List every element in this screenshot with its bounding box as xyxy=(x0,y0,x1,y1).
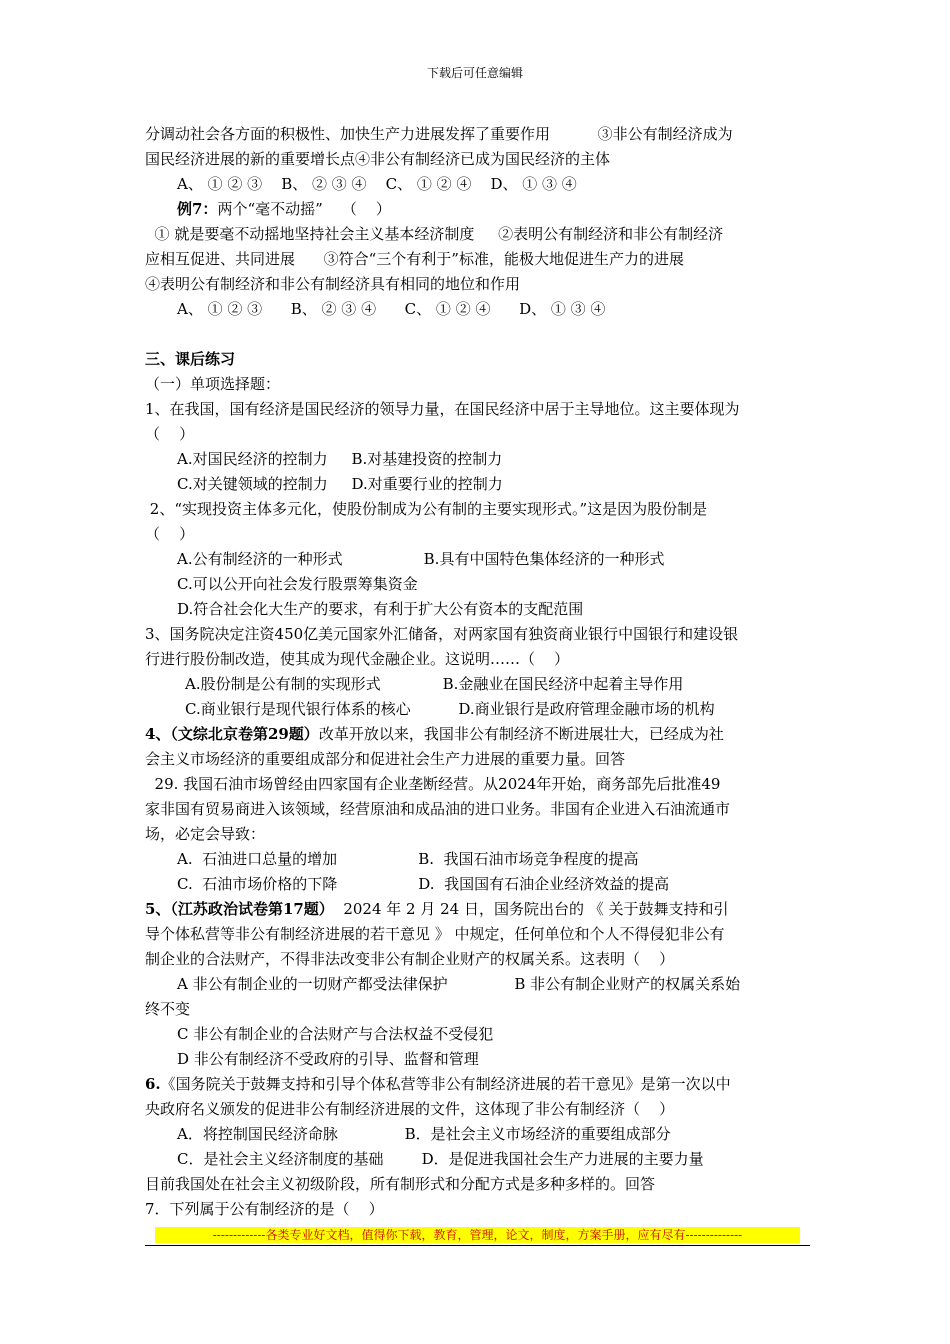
text-line xyxy=(145,297,810,322)
text-line xyxy=(145,1047,810,1072)
text-line xyxy=(145,247,810,272)
text-line xyxy=(145,1072,810,1097)
text-line xyxy=(145,872,810,897)
question-label: 6. xyxy=(145,1075,161,1093)
line-text: 《国务院关于鼓舞支持和引导个体私营等非公有制经济进展的若干意见》是第一次以中 xyxy=(160,1075,731,1093)
text-line xyxy=(145,647,810,672)
line-text: 应相互促进、共同进展 ③符合“三个有利于”标准，能极大地促进生产力的进展 xyxy=(145,250,684,268)
line-text: C.对关键领域的控制力 D.对重要行业的控制力 xyxy=(177,475,503,493)
line-text: 场，必定会导致： xyxy=(145,825,266,843)
line-text: 会主义市场经济的重要组成部分和促进社会生产力进展的重要力量。回答 xyxy=(145,750,626,768)
text-line xyxy=(145,222,810,247)
text-line xyxy=(145,447,810,472)
text-line xyxy=(145,747,810,772)
text-line xyxy=(145,147,810,172)
text-line xyxy=(145,197,810,222)
line-text: D.符合社会化大生产的要求，有利于扩大公有资本的支配范围 xyxy=(177,600,584,618)
line-text: C.可以公开向社会发行股票筹集资金 xyxy=(177,575,418,593)
section-title xyxy=(145,347,810,372)
line-text: 3、国务院决定注资450亿美元国家外汇储备，对两家国有独资商业银行中国银行和建设银 xyxy=(145,625,739,643)
text-line xyxy=(145,497,810,522)
text-line xyxy=(145,797,810,822)
line-text: （ ） xyxy=(145,525,195,543)
line-text: 29. 我国石油市场曾经由四家国有企业垄断经营。从2024年开始，商务部先后批准49 xyxy=(145,775,721,793)
line-text: A.股份制是公有制的实现形式 B.金融业在国民经济中起着主导作用 xyxy=(185,675,684,693)
text-line xyxy=(145,1172,810,1197)
line-text: 三、课后练习 xyxy=(145,350,236,368)
page-header: 下载后可任意编辑 xyxy=(426,66,523,80)
footer-banner: -------------各类专业好文档，值得你下载，教育，管理，论文，制度，方案手册，应有尽有-------------- xyxy=(155,1227,800,1243)
line-text: C.商业银行是现代银行体系的核心 D.商业银行是政府管理金融市场的机构 xyxy=(185,700,715,718)
line-text: C．是社会主义经济制度的基础 D．是促进我国社会生产力进展的主要力量 xyxy=(177,1150,704,1168)
text-line xyxy=(145,997,810,1022)
text-line xyxy=(145,622,810,647)
text-line xyxy=(145,947,810,972)
line-text: A、 ① ② ③ B、 ② ③ ④ C、 ① ② ④ D、 ① ③ ④ xyxy=(177,300,606,318)
text-line xyxy=(145,522,810,547)
text-line xyxy=(145,672,810,697)
line-text: 分调动社会各方面的积极性、加快生产力进展发挥了重要作用 ③非公有制经济成为 xyxy=(145,125,733,143)
footer-divider xyxy=(145,1245,810,1246)
text-line xyxy=(145,572,810,597)
line-text: A、 ① ② ③ B、 ② ③ ④ C、 ① ② ④ D、 ① ③ ④ xyxy=(177,175,577,193)
text-line xyxy=(145,697,810,722)
line-text: A. 石油进口总量的增加 B. 我国石油市场竞争程度的提高 xyxy=(177,850,639,868)
text-line xyxy=(145,397,810,422)
line-text: 两个“毫不动摇” （ ） xyxy=(217,200,391,218)
document-body xyxy=(145,122,810,1222)
line-text: 导个体私营等非公有制经济进展的若干意见 》 中规定，任何单位和个人不得侵犯非公有 xyxy=(145,925,725,943)
text-line xyxy=(145,597,810,622)
line-text: 终不变 xyxy=(145,1000,191,1018)
spacer xyxy=(145,322,810,347)
line-text: 行进行股份制改造，使其成为现代金融企业。这说明……（ ） xyxy=(145,650,570,668)
line-text: 2、“实现投资主体多元化，使股份制成为公有制的主要实现形式。”这是因为股份制是 xyxy=(145,500,708,518)
line-text: （ ） xyxy=(145,425,195,443)
line-text: A.对国民经济的控制力 B.对基建投资的控制力 xyxy=(177,450,503,468)
question-label: 例7： xyxy=(177,200,218,218)
line-text: A．将控制国民经济命脉 B．是社会主义市场经济的重要组成部分 xyxy=(177,1125,671,1143)
line-text: 改革开放以来，我国非公有制经济不断进展壮大，已经成为社 xyxy=(318,725,724,743)
text-line xyxy=(145,897,810,922)
line-text: 2024 年 2 月 24 日，国务院出台的 《 关于鼓舞支持和引 xyxy=(333,900,729,918)
line-text: D 非公有制经济不受政府的引导、监督和管理 xyxy=(177,1050,479,1068)
line-text: 7．下列属于公有制经济的是（ ） xyxy=(145,1200,384,1218)
text-line xyxy=(145,1197,810,1222)
line-text: 1、在我国，国有经济是国民经济的领导力量，在国民经济中居于主导地位。这主要体现为 xyxy=(145,400,740,418)
text-line xyxy=(145,772,810,797)
text-line xyxy=(145,422,810,447)
line-text: C. 石油市场价格的下降 D. 我国国有石油企业经济效益的提高 xyxy=(177,875,670,893)
line-text: 央政府名义颁发的促进非公有制经济进展的文件，这体现了非公有制经济（ ） xyxy=(145,1100,675,1118)
text-line xyxy=(145,847,810,872)
text-line xyxy=(145,1097,810,1122)
line-text: 制企业的合法财产，不得非法改变非公有制企业财产的权属关系。这表明（ ） xyxy=(145,950,675,968)
question-label: 5、（江苏政治试卷第17题） xyxy=(145,900,334,918)
text-line xyxy=(145,922,810,947)
line-text: ④表明公有制经济和非公有制经济具有相同的地位和作用 xyxy=(145,275,521,293)
line-text: 国民经济进展的新的重要增长点④非公有制经济已成为国民经济的主体 xyxy=(145,150,611,168)
text-line xyxy=(145,1022,810,1047)
line-text: 目前我国处在社会主义初级阶段，所有制形式和分配方式是多种多样的。回答 xyxy=(145,1175,656,1193)
line-text: 家非国有贸易商进入该领域，经营原油和成品油的进口业务。非国有企业进入石油流通市 xyxy=(145,800,731,818)
text-line xyxy=(145,172,810,197)
text-line xyxy=(145,372,810,397)
line-text: A 非公有制企业的一切财产都受法律保护 B 非公有制企业财产的权属关系始 xyxy=(177,975,741,993)
text-line xyxy=(145,722,810,747)
text-line xyxy=(145,822,810,847)
text-line xyxy=(145,122,810,147)
line-text: A.公有制经济的一种形式 B.具有中国特色集体经济的一种形式 xyxy=(177,550,665,568)
line-text: （一）单项选择题： xyxy=(145,375,281,393)
text-line xyxy=(145,1122,810,1147)
text-line xyxy=(145,1147,810,1172)
text-line xyxy=(145,272,810,297)
line-text: C 非公有制企业的合法财产与合法权益不受侵犯 xyxy=(177,1025,494,1043)
question-label: 4、（文综北京卷第29题） xyxy=(145,725,319,743)
text-line xyxy=(145,472,810,497)
text-line xyxy=(145,547,810,572)
line-text: ① 就是要毫不动摇地坚持社会主义基本经济制度 ②表明公有制经济和非公有制经济 xyxy=(145,225,724,243)
text-line xyxy=(145,972,810,997)
